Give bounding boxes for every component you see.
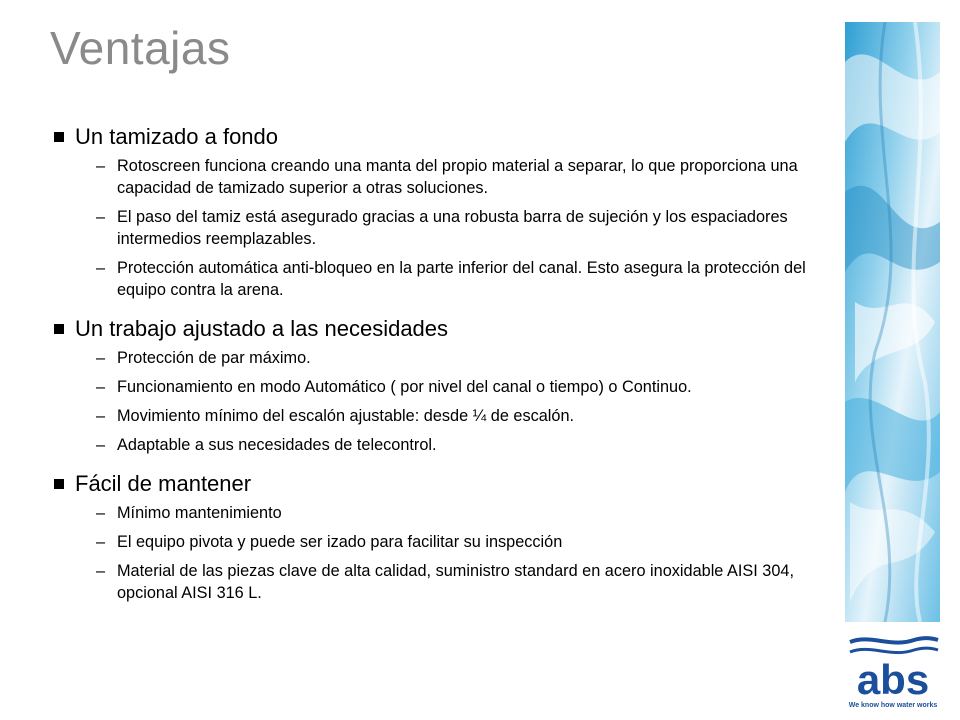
section-1-heading: Un tamizado a fondo (75, 124, 279, 149)
section-2 (54, 315, 834, 456)
list-item (54, 347, 834, 369)
abs-logo-graphic (846, 634, 940, 714)
section-3-heading-row (54, 470, 834, 502)
section-1 (54, 123, 834, 301)
list-item (54, 155, 834, 199)
wave-icon (850, 638, 938, 642)
list-item (54, 376, 834, 398)
list-item-text: Mínimo mantenimiento (117, 504, 282, 522)
section-3-heading: Fácil de mantener (75, 471, 252, 496)
list-item (54, 434, 834, 456)
dash-bullet: – (96, 208, 106, 226)
section-3-list (54, 502, 834, 604)
square-bullet-icon (54, 132, 64, 142)
dash-bullet: – (96, 157, 106, 175)
logo-tagline: We know how water works (848, 702, 938, 709)
dash-bullet: – (96, 378, 106, 396)
square-bullet-icon (54, 324, 64, 334)
dash-bullet: – (96, 504, 106, 522)
section-3 (54, 470, 834, 604)
section-1-list (54, 155, 834, 301)
list-item (54, 502, 834, 524)
list-item-text: Rotoscreen funciona creando una manta del propio material a separar, lo que proporciona una capacidad de tamizado superior a otras soluciones. (117, 157, 798, 197)
water-photo-strip (845, 22, 940, 622)
dash-bullet: – (96, 562, 106, 580)
dash-bullet: – (96, 259, 106, 277)
slide-content (54, 123, 834, 618)
list-item (54, 206, 834, 250)
dash-bullet: – (96, 533, 106, 551)
slide-title: Ventajas (50, 22, 231, 74)
square-bullet-icon (54, 479, 64, 489)
list-item-text: Material de las piezas clave de alta calidad, suministro standard en acero inoxidable AISI 304, opcional AISI 316 L. (117, 562, 794, 602)
list-item-text: Funcionamiento en modo Automático ( por nivel del canal o tiempo) o Continuo. (117, 378, 692, 396)
water-photo-graphic (845, 22, 940, 622)
list-item (54, 560, 834, 604)
section-2-heading: Un trabajo ajustado a las necesidades (75, 316, 449, 341)
abs-logo (846, 634, 940, 714)
list-item-text: Protección automática anti-bloqueo en la parte inferior del canal. Esto asegura la protección del equipo contra la arena. (117, 259, 806, 299)
list-item-text: Protección de par máximo. (117, 349, 311, 367)
section-1-heading-row (54, 123, 834, 155)
list-item-text: El paso del tamiz está asegurado gracias a una robusta barra de sujeción y los espaciadores intermedios reemplazables. (117, 208, 788, 248)
dash-bullet: – (96, 349, 106, 367)
wave-icon (850, 648, 938, 652)
list-item (54, 405, 834, 427)
list-item (54, 257, 834, 301)
list-item-text: Movimiento mínimo del escalón ajustable: desde ¼ de escalón. (117, 407, 575, 425)
list-item-text: El equipo pivota y puede ser izado para facilitar su inspección (117, 533, 563, 551)
dash-bullet: – (96, 407, 106, 425)
logo-wordmark: abs (856, 656, 930, 703)
section-2-heading-row (54, 315, 834, 347)
list-item-text: Adaptable a sus necesidades de telecontrol. (117, 436, 437, 454)
dash-bullet: – (96, 436, 106, 454)
section-2-list (54, 347, 834, 456)
list-item (54, 531, 834, 553)
